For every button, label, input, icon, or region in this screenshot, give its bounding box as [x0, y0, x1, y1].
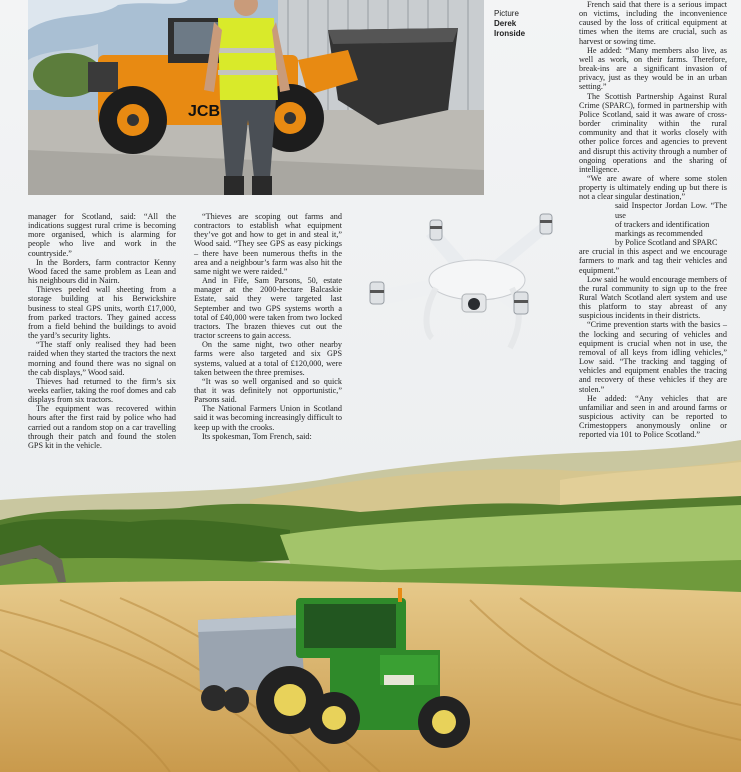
farmer-jcb-photo: [28, 0, 484, 195]
paragraph: Thieves peeled wall sheeting from a storage building at his Berwickshire business to steal GPS units, worth £17,000, from parked tractors. They gained access from a field behind the buildings to avoid the yard’s security lights.: [28, 285, 176, 341]
article-column-1: [28, 212, 176, 450]
paragraph: manager for Scotland, said: “All the indications suggest rural crime is becoming more organised, which is alarming for people who live and work in the countryside.”: [28, 212, 176, 258]
paragraph: “Crime prevention starts with the basics – the locking and securing of vehicles and equipment is crucial when not in use, the removal of all keys from idling vehicles,” Low said. “The tracking and tagging of vehicles and equipment enables the tracing and recovery of these vehicles if they are stolen.”: [579, 320, 727, 394]
wrapped-line: of trackers and identification: [615, 219, 710, 229]
paragraph: And in Fife, Sam Parsons, 50, estate manager at the 2000-hectare Balcaskie Estate, said they were targeted last September and two GPS systems worth a total of £40,000 were taken from two locked tractors. The brazen thieves cut out the tractor screens to gain access.: [194, 276, 342, 341]
paragraph: “Thieves are scoping out farms and contractors to establish what equipment they’ve got and how to get in and steal it,” Wood said. “They see GPS as easy pickings – there have been numerous thefts in the area and a neighbour’s farm was also hit the same night we were raided.”: [194, 212, 342, 276]
paragraph: “It was so well organised and so quick that it was definitely not opportunistic,” Parsons said.: [194, 376, 342, 405]
article-column-3: [579, 0, 727, 440]
paragraph: In the Borders, farm contractor Kenny Wood faced the same problem as Lean and his neighbours did in Nairn.: [28, 257, 176, 286]
paragraph: French said that there is a serious impact on victims, including the inconvenience caused by the loss of critical equipment at times when the items are crucial, such as harvest or sowing time.: [579, 0, 727, 46]
caption-credit-last: Ironside: [494, 29, 526, 38]
paragraph: The National Farmers Union in Scotland said it was becoming increasingly difficult to keep up with the crooks.: [194, 404, 342, 432]
paragraph: He added: “Many members also live, as well as work, on their farms. Therefore, break-ins are a significant invasion of privacy, just as they would be in an urban setting.”: [579, 45, 727, 92]
jcb-logo-text: JCB: [188, 103, 221, 120]
wrapped-line: said Inspector Jordan Low. “The use: [615, 201, 727, 220]
paragraph: Its spokesman, Tom French, said:: [202, 431, 312, 441]
caption-credit-first: Derek: [494, 19, 517, 28]
paragraph: “We are aware of where some stolen property is ultimately ending up but there is not a clear singular destination,”: [579, 173, 727, 202]
caption-label: Picture: [494, 9, 519, 18]
paragraph: Low said he would encourage members of the rural community to sign up to the free Rural Watch Scotland alert system and use this platform to stay abreast of any suspicious incidents in their districts.: [579, 274, 727, 321]
wrapped-line: markings as recommended: [615, 228, 703, 238]
paragraph: are crucial in this aspect and we encourage farmers to mark and tag their vehicles and equipment.”: [579, 247, 727, 275]
photo-caption: [494, 9, 564, 39]
paragraph: On the same night, two other nearby farms were also targeted and six GPS systems, valued at a total of £120,000, were taken between the three premises.: [194, 340, 342, 377]
paragraph: He added: “Any vehicles that are unfamiliar and seen in and around farms or suspicious activity can be reported to Crimestoppers anonymously online or reported via 101 to Police Scotland.”: [579, 393, 727, 440]
paragraph: “The staff only realised they had been raided when they started the tractors the next morning and found there was no signal on the cab displays,” Wood said.: [28, 340, 176, 377]
paragraph: The equipment was recovered within hours after the first raid by police who had carried out a random stop on a car travelling through their patch and found the stolen GPS kit in the vehicle.: [28, 404, 176, 450]
article-column-2: [194, 212, 342, 441]
drone-photo: [362, 208, 578, 358]
wrapped-line: by Police Scotland and SPARC: [615, 238, 718, 248]
paragraph: Thieves had returned to the firm’s six weeks earlier, taking the roof domes and cab displays from six tractors.: [28, 376, 176, 405]
paragraph: The Scottish Partnership Against Rural Crime (SPARC), formed in partnership with Police Scotland, said it was aware of cross-border criminality within the rural community and that it works closely with other police forces and agencies to prevent and disrupt this activity through a number of ongoing operations and the sharing of intelligence.: [579, 91, 727, 174]
